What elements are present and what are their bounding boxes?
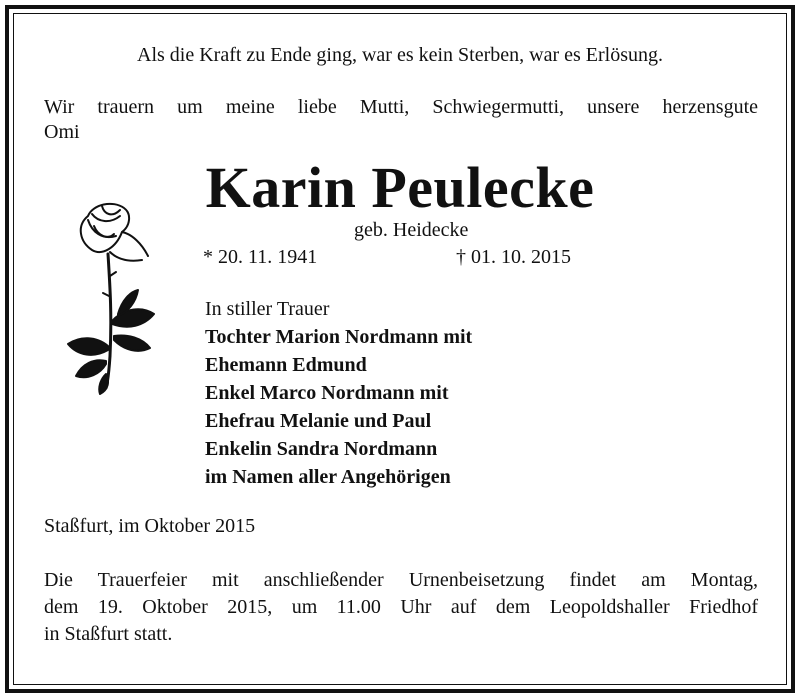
deceased-name: Karin Peulecke [205, 155, 595, 220]
place-date: Staßfurt, im Oktober 2015 [44, 515, 256, 537]
mourner-line: Ehemann Edmund [205, 354, 367, 376]
mourner-line: Enkelin Sandra Nordmann [205, 438, 438, 460]
rose-illustration [58, 196, 168, 396]
mourner-line: Tochter Marion Nordmann mit [205, 326, 473, 348]
death-date: † 01. 10. 2015 [456, 246, 571, 268]
mourner-line: Enkel Marco Nordmann mit [205, 382, 449, 404]
funeral-line-3: in Staßfurt statt. [44, 623, 173, 645]
intro-line-2: Omi [44, 121, 80, 143]
motto: Als die Kraft zu Ende ging, war es kein Sterben, war es Erlösung. [137, 44, 663, 66]
intro-line-1: Wir trauern um meine liebe Mutti, Schwiegermutti, unsere herzensgute [44, 96, 758, 118]
maiden-name: geb. Heidecke [354, 219, 469, 241]
mourner-line: Ehefrau Melanie und Paul [205, 410, 432, 432]
mourners-intro: In stiller Trauer [205, 298, 330, 320]
mourner-line: im Namen aller Angehörigen [205, 466, 451, 488]
birth-date: * 20. 11. 1941 [203, 246, 318, 268]
funeral-line-1: Die Trauerfeier mit anschließender Urnenbeisetzung findet am Montag, [44, 569, 758, 591]
funeral-line-2: dem 19. Oktober 2015, um 11.00 Uhr auf dem Leopoldshaller Friedhof [44, 596, 758, 618]
